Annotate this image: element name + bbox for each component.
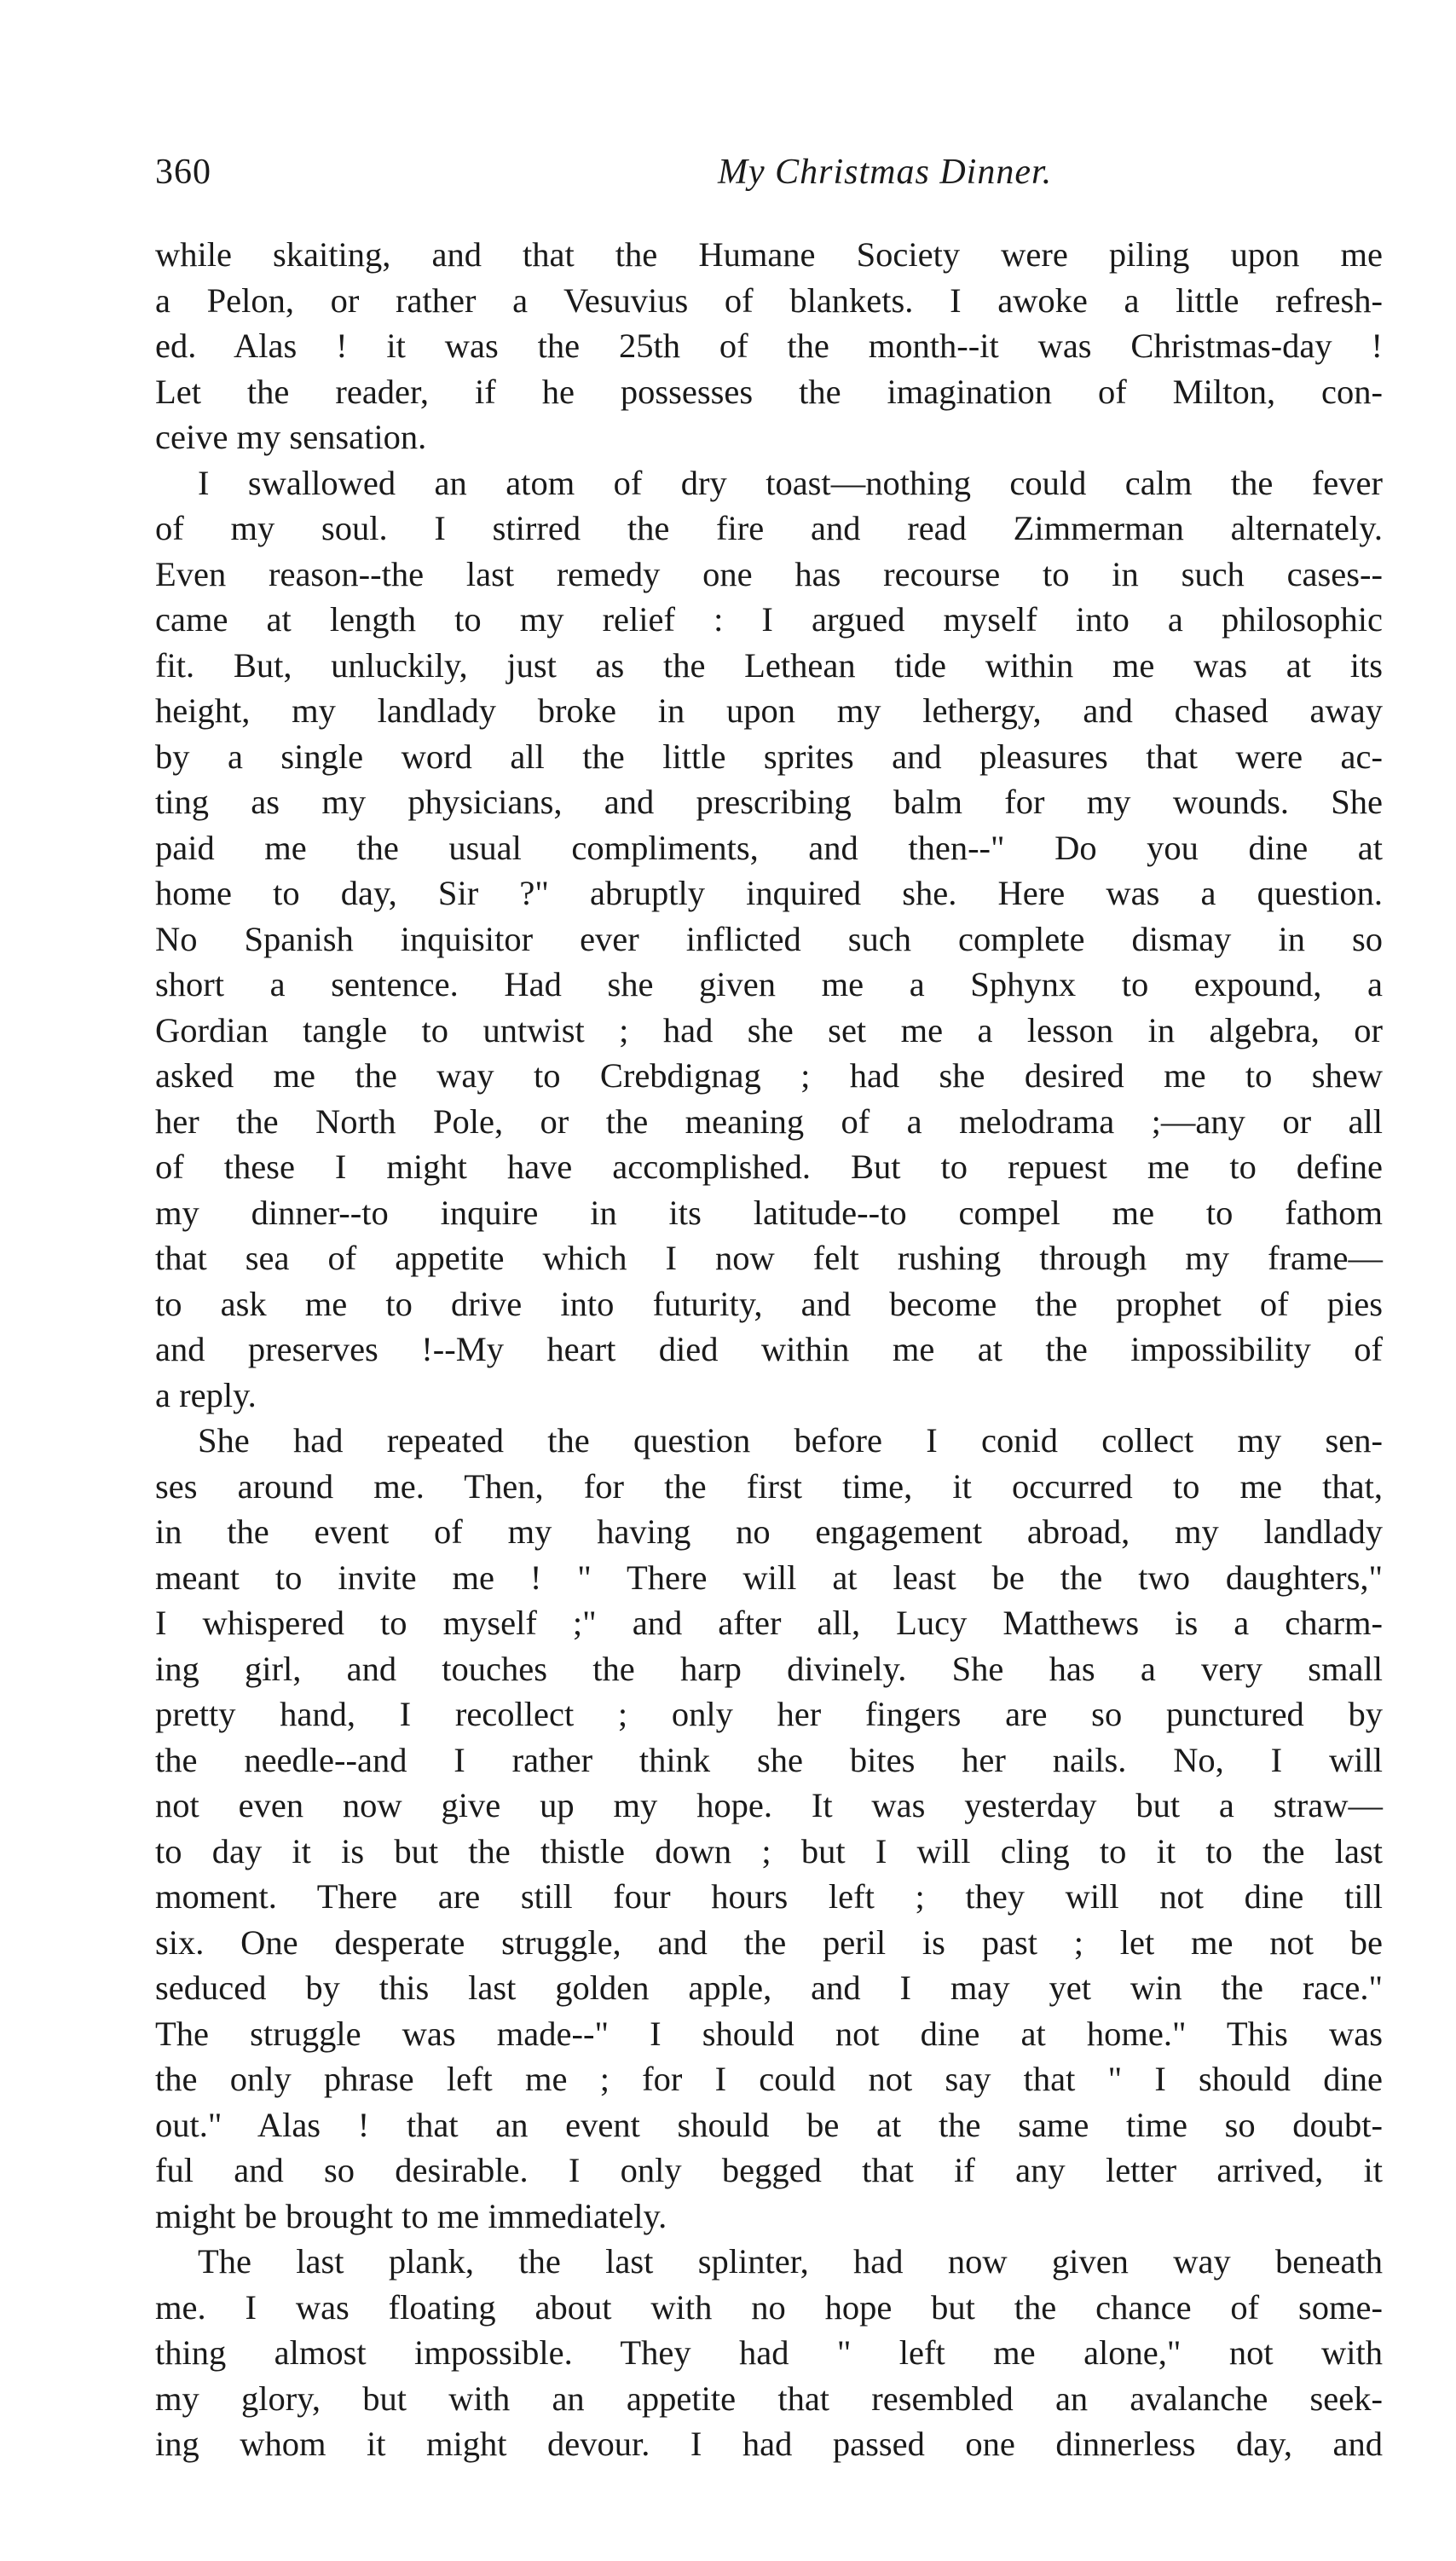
- text-line: asked me the way to Crebdignag ; had she desired me to shew: [155, 1056, 1383, 1095]
- text-line: ing whom it might devour. I had passed one dinnerless day, and: [155, 2425, 1383, 2463]
- text-line: ses around me. Then, for the first time, it occurred to me that,: [155, 1466, 1383, 1506]
- text-line: paid me the usual compliments, and then--" Do you dine at: [155, 828, 1383, 867]
- text-line: out." Alas ! that an event should be at the same time so doubt-: [155, 2105, 1383, 2144]
- text-line: ed. Alas ! it was the 25th of the month--it was Christmas-day !: [155, 327, 1383, 365]
- text-line: came at length to my relief : I argued myself into a philosophic: [155, 600, 1383, 639]
- text-line: No Spanish inquisitor ever inflicted such complete dismay in so: [155, 919, 1383, 958]
- page-header: [155, 152, 1391, 203]
- text-line: six. One desperate struggle, and the peril is past ; let me not be: [155, 1922, 1383, 1962]
- text-line: Gordian tangle to untwist ; had she set me a lesson in algebra, or: [155, 1010, 1383, 1049]
- text-line: thing almost impossible. They had " left me alone," not with: [155, 2333, 1383, 2372]
- page-number: 360: [155, 153, 211, 192]
- text-line: the only phrase left me ; for I could not say that " I should dine: [155, 2060, 1383, 2098]
- text-line: and preserves !--My heart died within me at the impossibility of: [155, 1330, 1383, 1368]
- text-line: ting as my physicians, and prescribing balm for my wounds. She: [155, 783, 1383, 821]
- text-line: She had repeated the question before I conid collect my sen-: [198, 1421, 1383, 1460]
- text-line: the needle--and I rather think she bites her nails. No, I will: [155, 1740, 1383, 1779]
- text-line: my glory, but with an appetite that resembled an avalanche seek-: [155, 2379, 1383, 2418]
- text-line: while skaiting, and that the Humane Society were piling upon me: [155, 235, 1383, 274]
- text-line: home to day, Sir ?" abruptly inquired she. Here was a question.: [155, 874, 1383, 912]
- running-title: My Christmas Dinner.: [718, 153, 1053, 192]
- text-line: Even reason--the last remedy one has recourse to in such cases--: [155, 554, 1383, 593]
- text-line: me. I was floating about with no hope but the chance of some-: [155, 2287, 1383, 2327]
- text-line: pretty hand, I recollect ; only her fingers are so punctured by: [155, 1695, 1383, 1733]
- text-line: not even now give up my hope. It was yesterday but a straw—: [155, 1786, 1383, 1824]
- text-line: ceive my sensation.: [155, 418, 427, 456]
- text-line: to day it is but the thistle down ; but I will cling to it to the last: [155, 1831, 1383, 1870]
- text-line: of these I might have accomplished. But to repuest me to define: [155, 1148, 1383, 1186]
- text-line: might be brought to me immediately.: [155, 2196, 667, 2235]
- text-line: ing girl, and touches the harp divinely. She has a very small: [155, 1649, 1383, 1688]
- text-line: I swallowed an atom of dry toast—nothing could calm the fever: [198, 463, 1383, 502]
- text-line: by a single word all the little sprites and pleasures that were ac-: [155, 737, 1383, 776]
- text-line: my dinner--to inquire in its latitude--to compel me to fathom: [155, 1193, 1383, 1232]
- text-line: seduced by this last golden apple, and I may yet win the race.": [155, 1968, 1383, 2007]
- text-line: in the event of my having no engagement abroad, my landlady: [155, 1512, 1383, 1551]
- text-line: of my soul. I stirred the fire and read Zimmerman alternately.: [155, 509, 1383, 547]
- text-line: a Pelon, or rather a Vesuvius of blankets. I awoke a little refresh-: [155, 280, 1383, 320]
- text-line: height, my landlady broke in upon my lethergy, and chased away: [155, 691, 1383, 730]
- text-line: fit. But, unluckily, just as the Lethean tide within me was at its: [155, 645, 1383, 685]
- text-line: short a sentence. Had she given me a Sphynx to expound, a: [155, 965, 1383, 1003]
- text-line: to ask me to drive into futurity, and become the prophet of pies: [155, 1284, 1383, 1323]
- text-line: ful and so desirable. I only begged that if any letter arrived, it: [155, 2151, 1383, 2189]
- text-line: meant to invite me ! " There will at least be the two daughters,": [155, 1558, 1383, 1597]
- text-line: that sea of appetite which I now felt rushing through my frame—: [155, 1239, 1383, 1277]
- text-line: her the North Pole, or the meaning of a melodrama ;—any or all: [155, 1101, 1383, 1141]
- text-line: moment. There are still four hours left ; they will not dine till: [155, 1877, 1383, 1916]
- text-line: The struggle was made--" I should not dine at home." This was: [155, 2014, 1383, 2053]
- text-line: Let the reader, if he possesses the imagination of Milton, con-: [155, 372, 1383, 411]
- text-line: a reply.: [155, 1375, 257, 1414]
- text-line: I whispered to myself ;" and after all, Lucy Matthews is a charm-: [155, 1604, 1383, 1642]
- text-line: The last plank, the last splinter, had now given way beneath: [198, 2242, 1383, 2281]
- body-text: [155, 232, 1383, 2467]
